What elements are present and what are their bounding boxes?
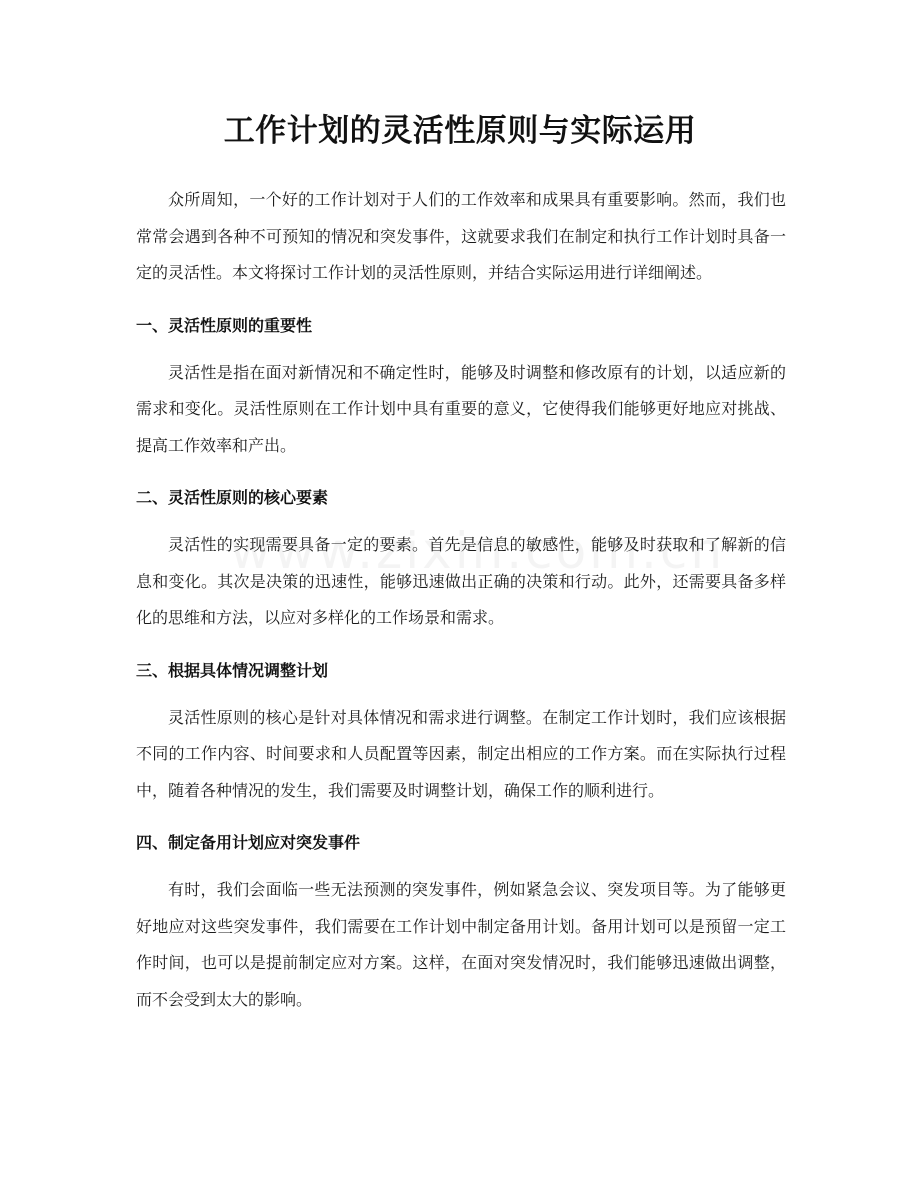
section-paragraph-3: 灵活性原则的核心是针对具体情况和需求进行调整。在制定工作计划时，我们应该根据不同的工作内容、时间要求和人员配置等因素，制定出相应的工作方案。而在实际执行过程中，随着各种情况的发生，我们需要及时调整计划，确保工作的顺利进行。 [136,707,786,800]
section-heading-3: 三、根据具体情况调整计划 [136,660,329,680]
intro-paragraph: 众所周知，一个好的工作计划对于人们的工作效率和成果具有重要影响。然而，我们也常常会遇到各种不可预知的情况和突发事件，这就要求我们在制定和执行工作计划时具备一定的灵活性。本文将探讨工作计划的灵活性原则，并结合实际运用进行详细阐述。 [136,190,786,282]
section-paragraph-1: 灵活性是指在面对新情况和不确定性时，能够及时调整和修改原有的计划，以适应新的需求和变化。灵活性原则在工作计划中具有重要的意义，它使得我们能够更好地应对挑战、提高工作效率和产出。 [136,362,786,455]
section-heading-2: 二、灵活性原则的核心要素 [136,488,329,507]
document-body [136,182,786,1018]
section-heading-1: 一、灵活性原则的重要性 [136,315,313,335]
page-title: 工作计划的灵活性原则与实际运用 [223,113,697,149]
section-heading-4: 四、制定备用计划应对突发事件 [136,833,361,852]
section-paragraph-4: 有时，我们会面临一些无法预测的突发事件，例如紧急会议、突发项目等。为了能够更好地应对这些突发事件，我们需要在工作计划中制定备用计划。备用计划可以是预留一定工作时间，也可以是提前制定应对方案。这样，在面对突发情况时，我们能够迅速做出调整，而不会受到太大的影响。 [136,880,786,1009]
section-paragraph-2: 灵活性的实现需要具备一定的要素。首先是信息的敏感性，能够及时获取和了解新的信息和变化。其次是决策的迅速性，能够迅速做出正确的决策和行动。此外，还需要具备多样化的思维和方法，以应对多样化的工作场景和需求。 [136,535,786,627]
